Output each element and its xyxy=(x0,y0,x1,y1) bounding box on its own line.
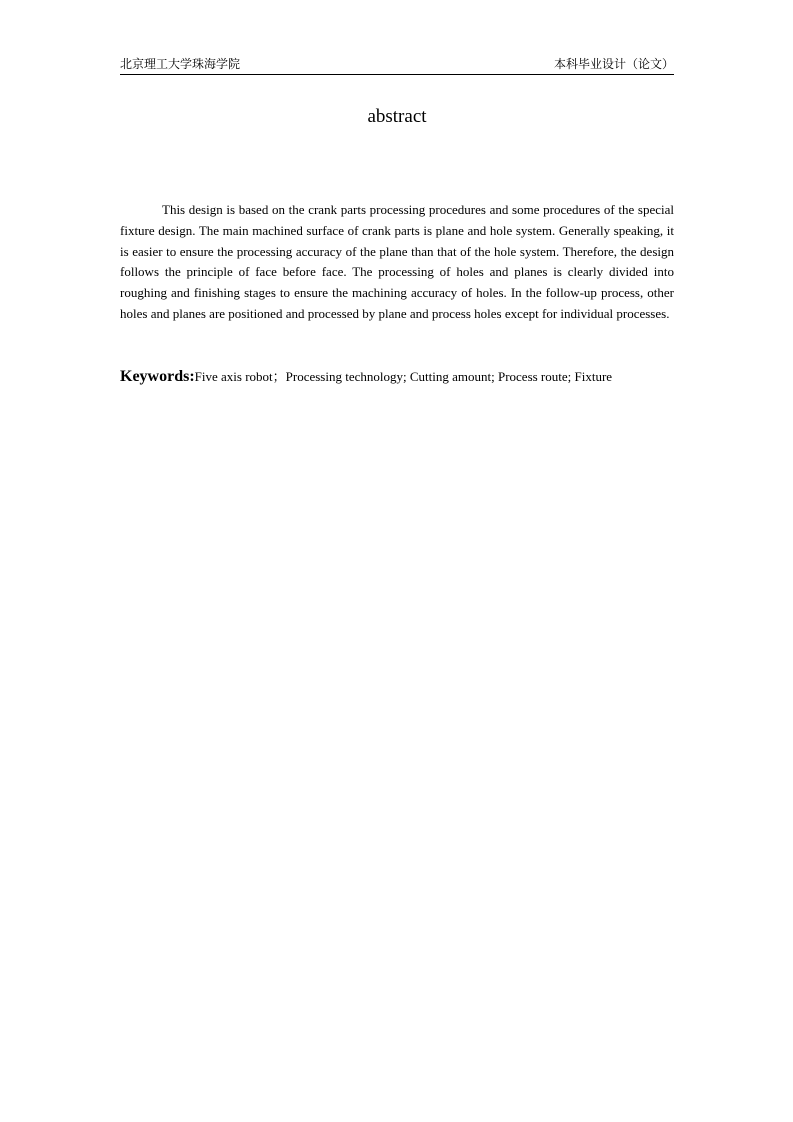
page-header xyxy=(120,56,674,75)
header-institution: 北京理工大学珠海学院 xyxy=(120,57,241,71)
keywords-line xyxy=(120,366,674,388)
keywords-label: Keywords: xyxy=(120,368,195,385)
abstract-title: abstract xyxy=(367,106,427,127)
header-document-type: 本科毕业设计（论文） xyxy=(553,57,674,71)
keywords-text: Five axis robot；Processing technology; Cutting amount; Process route; Fixture xyxy=(194,369,613,384)
abstract-paragraph: This design is based on the crank parts processing procedures and some procedures of the special fixture design. The main machined surface of crank parts is plane and hole system. Generally speaking, it is easier to ensure the processing accuracy of the plane than that of the hole system. Therefore, the design follows the principle of face before face. The processing of holes and planes is clearly divided into roughing and finishing stages to ensure the machining accuracy of holes. In the follow-up process, other holes and planes are positioned and processed by plane and process holes except for individual processes. xyxy=(120,202,674,321)
